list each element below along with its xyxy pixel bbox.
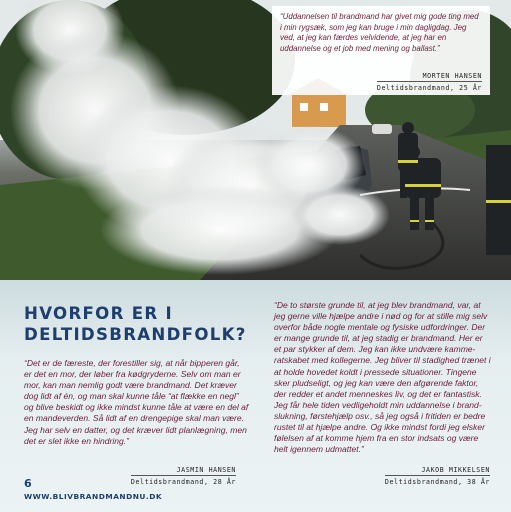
photo-quote-name: MORTEN HANSEN: [422, 72, 482, 80]
photo-quote-role: Deltidsbrandmand, 25 År: [376, 84, 482, 92]
right-quote-text: “De to største grunde til, at jeg blev brandmand, var, at jeg gerne ville hjælpe andre i nød og for at stille mig selv overfor både nogle mentale og fysiske udfordringer. Der er mange grunde til, at jeg stadig er brandmand. Her er et par stykker af dem. Jeg kan ikke undvære kamme-ratskabet med kollegerne. Jeg bliver til stadighed trænet i at holde hovedet koldt i pressede situationer. Tingene sker pludseligt, og jeg kan være den afgørende faktor, der redder et andet menneskes liv, og det er fantastisk. Jeg får hele tiden vedligeholdt min uddannelse i brand-slukning, førstehjælp osv., så jeg også i fritiden er bedre rustet til at hjælpe andre. Og ikke mindst fordi jeg elsker følelsen af at komme hjem fra en stor indsats og være helt igennem udmattet.”: [274, 300, 491, 455]
left-quote-text: “Det er de færeste, der forestiller sig, at når bipperen går, er det en mor, der løber fra kødgryderne. Selv om man er mor, kan man nemlig godt være brandmand. Det kræver dog lidt af én, og man skal kunne tåle “at flække en negl” og blive beskidt og ikke mindst kunne tåle at være en del af en mandeverden. Så lidt af en drengepige skal man være. Jeg har selv en datter, og det kræver lidt planlægning, men det er slet ikke en hindring.”: [24, 358, 249, 446]
right-quote-role: Deltidsbrandmand, 38 År: [384, 478, 490, 486]
section-heading: HVORFOR ER I DELTIDSBRANDFOLK?: [24, 304, 247, 344]
photo-quote-rule: [377, 81, 482, 82]
left-quote-rule: [131, 475, 236, 476]
left-quote-role: Deltidsbrandmand, 28 År: [130, 478, 236, 486]
left-quote-name: JASMIN HANSEN: [176, 466, 236, 474]
right-quote-name: JAKOB MIKKELSEN: [421, 466, 490, 474]
photo-quote-text: “Uddannelsen til brandmand har givet mig gode ting med i min rygsæk, som jeg kan bruge i min dagligdag. Jeg ved, at jeg kan færdes velvidende, at jeg har en uddannelse og et job med mening og ballast.”: [280, 12, 479, 53]
page-number: 6: [24, 477, 32, 490]
right-quote-attribution: [385, 466, 490, 486]
website-link[interactable]: WWW.BLIVBRANDMANDNU.DK: [24, 492, 163, 501]
right-quote-rule: [385, 475, 490, 476]
left-quote-attribution: [131, 466, 236, 486]
photo-quote-attribution: [377, 72, 482, 92]
